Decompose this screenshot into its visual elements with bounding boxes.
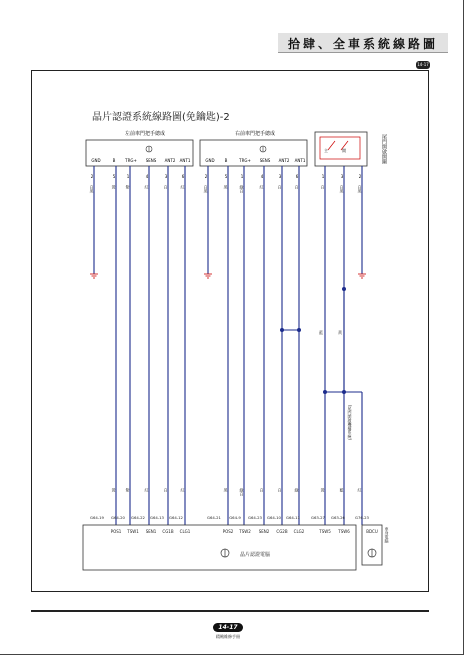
ecu-pin: SEN1 — [145, 529, 157, 534]
wire-color-label: 白 — [163, 488, 169, 492]
connector-id: G64-20 — [111, 515, 125, 520]
wire-color-label: 紅 — [144, 185, 150, 189]
connector-id: G64-9 — [229, 515, 241, 520]
ecu-module — [83, 525, 356, 570]
wire-color-label: 紅 — [180, 488, 186, 492]
wire-color-label: 黃 — [338, 330, 342, 335]
trunk-switch — [315, 132, 387, 166]
wires — [94, 166, 362, 525]
connector-id: G64-19 — [90, 515, 104, 520]
pin-number: 1 — [321, 174, 325, 179]
left-pin-ant1: ANT1 — [179, 158, 191, 163]
right-pin-trg: TRG+ — [239, 158, 251, 163]
wire-color-label: 紫 — [125, 185, 131, 189]
diagram-title: 晶片認證系統線路圖(免鑰匙)-2 — [92, 112, 230, 123]
left-pin-ant2: ANT2 — [164, 158, 176, 163]
wire-color-label: 黑 — [223, 185, 229, 189]
left-module-name: 左前車門把手總成 — [124, 131, 166, 137]
footer-rule — [31, 610, 429, 612]
wire-color-label: 黃 — [111, 185, 117, 189]
connector-id: G63-26 — [331, 515, 345, 520]
connector-id: G64-22 — [131, 515, 145, 520]
ecu-pin: CLG1 — [179, 529, 191, 534]
trunk-switch-name: 尾門開啟開關 — [381, 134, 387, 164]
left-pin-trg: TRG+ — [125, 158, 137, 163]
wire-color-label: 白黑 — [203, 185, 209, 193]
pin-number: 4 — [145, 174, 149, 179]
right-module-name: 右前車門把手總成 — [234, 131, 276, 137]
ecu-pin: CLG2 — [293, 529, 305, 534]
page-header-title: 拾肆、全車系統線路圖 — [287, 37, 438, 51]
wire-color-label: 紅 — [259, 185, 265, 189]
left-pin-gnd: GND — [91, 158, 101, 163]
pin-number: 5 — [224, 174, 228, 179]
pin-number: 6 — [295, 174, 299, 179]
footer-page-number: 14-17 — [213, 623, 242, 632]
right-handle-module — [200, 130, 307, 166]
pin-number: 4 — [260, 174, 264, 179]
ecu-pin: CG2B — [276, 529, 288, 534]
ecu-pin: CG1B — [162, 529, 174, 534]
wire-color-label: 白黑 — [357, 185, 363, 193]
connector-id: G64-11 — [286, 515, 300, 520]
wire-color-label: 黃 — [320, 488, 326, 492]
pin-number: 6 — [181, 174, 185, 179]
wire-color-label: 紫 — [125, 488, 131, 492]
ecu-name: 晶片認證電腦 — [240, 552, 271, 558]
ecu-pin: TSW5 — [319, 529, 331, 534]
right-pin-b: B — [224, 158, 228, 163]
connector-id: G64-21 — [207, 515, 221, 520]
switch-label-open: 開 — [342, 148, 346, 153]
junction-dots — [280, 287, 346, 394]
wire-color-label: 綠白 — [239, 185, 245, 193]
switch-label-main: 主 — [324, 148, 328, 153]
left-handle-module — [86, 130, 193, 166]
wire-color-label: 黑 — [223, 488, 229, 492]
connector-id: G63-27 — [311, 515, 325, 520]
connector-id: G64-23 — [248, 515, 262, 520]
ecu-pin: SEN2 — [258, 529, 270, 534]
connector-id: G64-10 — [267, 515, 281, 520]
wire-color-label: 紅 — [144, 488, 150, 492]
wire-color-label: 藍 — [319, 330, 323, 335]
wire-color-label: 白 — [277, 185, 283, 189]
wire-color-label: 綠白 — [239, 488, 245, 496]
left-pin-b: B — [112, 158, 116, 163]
pin-number: 5 — [112, 174, 116, 179]
right-pin-ant2: ANT2 — [278, 158, 290, 163]
wire-color-label: 白黑 — [339, 185, 345, 193]
pin-number: 3 — [340, 174, 344, 179]
bdcu-name: 車身電腦 — [384, 527, 390, 543]
pin-number: 2 — [204, 174, 208, 179]
ecu-pin: TSW2 — [239, 529, 251, 534]
wire-color-label: 白 — [277, 488, 283, 492]
wire-color-label: 黃 — [111, 488, 117, 492]
pin-number: 2 — [90, 174, 94, 179]
connector-id: G64-12 — [169, 515, 183, 520]
page-badge: 14-17 — [417, 62, 429, 67]
pin-number: 2 — [358, 174, 362, 179]
connector-id: G76-23 — [355, 515, 369, 520]
bdcu-pin: BDCU — [366, 529, 378, 534]
pin-number: 3 — [278, 174, 282, 179]
pin-number: 3 — [164, 174, 168, 179]
ecu-pin: POS2 — [222, 529, 234, 534]
wire-color-label: 白 — [294, 185, 300, 189]
right-pin-sens: SENS — [259, 158, 271, 163]
left-pin-sens: SENS — [145, 158, 157, 163]
bus-label: (尾門開啟機構系統) — [347, 405, 353, 441]
right-pin-ant1: ANT1 — [294, 158, 306, 163]
wire-color-label: 綠 — [294, 488, 300, 492]
wire-color-label: 白黑 — [89, 185, 95, 193]
right-pin-gnd: GND — [205, 158, 215, 163]
footer-emblem — [210, 614, 246, 639]
ecu-pin: TSW1 — [127, 529, 139, 534]
wire-color-label: 紅 — [357, 488, 363, 492]
bdcu-module — [362, 525, 390, 565]
footer-publisher: 精緻維修手冊 — [216, 634, 240, 639]
wire-color-label: 紅 — [180, 185, 186, 189]
ecu-pin: POS1 — [110, 529, 122, 534]
wire-color-label: 白 — [259, 488, 265, 492]
pin-number: 1 — [126, 174, 130, 179]
connector-id: G64-13 — [150, 515, 164, 520]
pin-number: 1 — [240, 174, 244, 179]
wire-color-label: 白 — [320, 185, 326, 189]
ecu-pin: TSW6 — [338, 529, 350, 534]
wire-color-label: 白 — [163, 185, 169, 189]
wire-color-label: 藍 — [339, 488, 345, 492]
